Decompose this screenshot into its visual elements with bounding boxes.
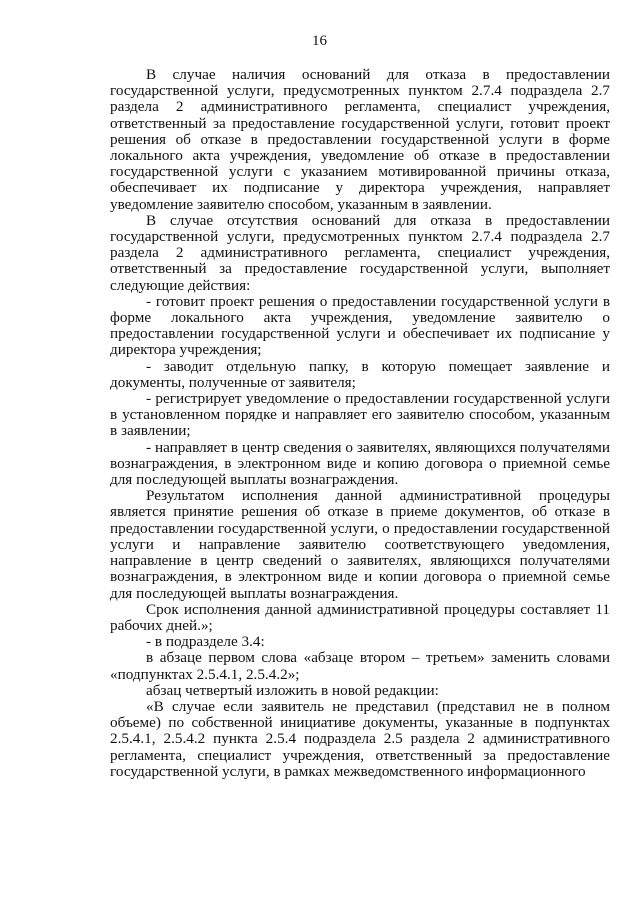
paragraph-no-refusal-grounds: В случае отсутствия оснований для отказа в предоставлении государственной услуги, предусмотренных пунктом 2.7.4 подраздела 2.7 раздела 2 административного регламента, специалист учреждения, ответственный за предоставление государственной услуги, выполняет следующие действия: xyxy=(110,211,610,294)
paragraph-procedure-result: Результатом исполнения данной административной процедуры является принятие решения об отказе в приеме документов, об отказе в предоставлении государственной услуги, о предоставлении государственной услуги и направление заявителю соответствующего уведомления, направление в центр сведений о заявителях, являющихся получателями вознаграждения, в электронном виде и копии договора о приемной семье для последующей выплаты вознаграждения. xyxy=(110,487,610,602)
list-item-send-to-center: - направляет в центр сведения о заявителях, являющихся получателями вознаграждения, в электронном виде и копию договора о приемной семье для последующей выплаты вознаграждения. xyxy=(110,438,610,489)
list-item-prepare-decision: - готовит проект решения о предоставлении государственной услуги в форме локального акта учреждения, уведомление заявителю о предоставлении государственной услуги и обеспечивает их подписание у директора учреждения; xyxy=(110,292,610,359)
list-item-register-notice: - регистрирует уведомление о предоставлении государственной услуги в установленном порядке и направляет его заявителю способом, указанным в заявлении; xyxy=(110,390,610,440)
page-number: 16 xyxy=(312,33,327,49)
list-item-create-folder: - заводит отдельную папку, в которую помещает заявление и документы, полученные от заявителя; xyxy=(110,357,610,391)
paragraph-fourth-paragraph-new: абзац четвертый изложить в новой редакции: xyxy=(146,681,439,699)
paragraph-refusal-grounds: В случае наличия оснований для отказа в предоставлении государственной услуги, предусмотренных пунктом 2.7.4 подраздела 2.7 раздела 2 административного регламента, специалист учреждения, ответственный за предоставление государственной услуги, готовит проект решения об отказе в предоставлении государственной услуги в форме локального акта учреждения, уведомление об отказе в предоставлении государственной услуги с указанием мотивированной причины отказа, обеспечивает их подписание у директора учреждения, направляет уведомление заявителю способом, указанным в заявлении. xyxy=(110,66,610,213)
paragraph-new-wording: «В случае если заявитель не представил (представил не в полном объеме) по собственной инициативе документы, указанные в подпунктах 2.5.4.1, 2.5.4.2 пункта 2.5.4 подраздела 2.5 раздела 2 административного регламента, специалист учреждения, ответственный за предоставление государственной услуги, в рамках межведомственного информационного xyxy=(110,697,610,780)
paragraph-procedure-term: Срок исполнения данной административной процедуры составляет 11 рабочих дней.»; xyxy=(110,600,610,634)
paragraph-subsection-3-4: - в подразделе 3.4: xyxy=(146,633,265,651)
document-body xyxy=(110,67,610,780)
paragraph-first-paragraph-change: в абзаце первом слова «абзаце втором – третьем» заменить словами «подпунктах 2.5.4.1, 2.5.4.2»; xyxy=(110,649,610,683)
